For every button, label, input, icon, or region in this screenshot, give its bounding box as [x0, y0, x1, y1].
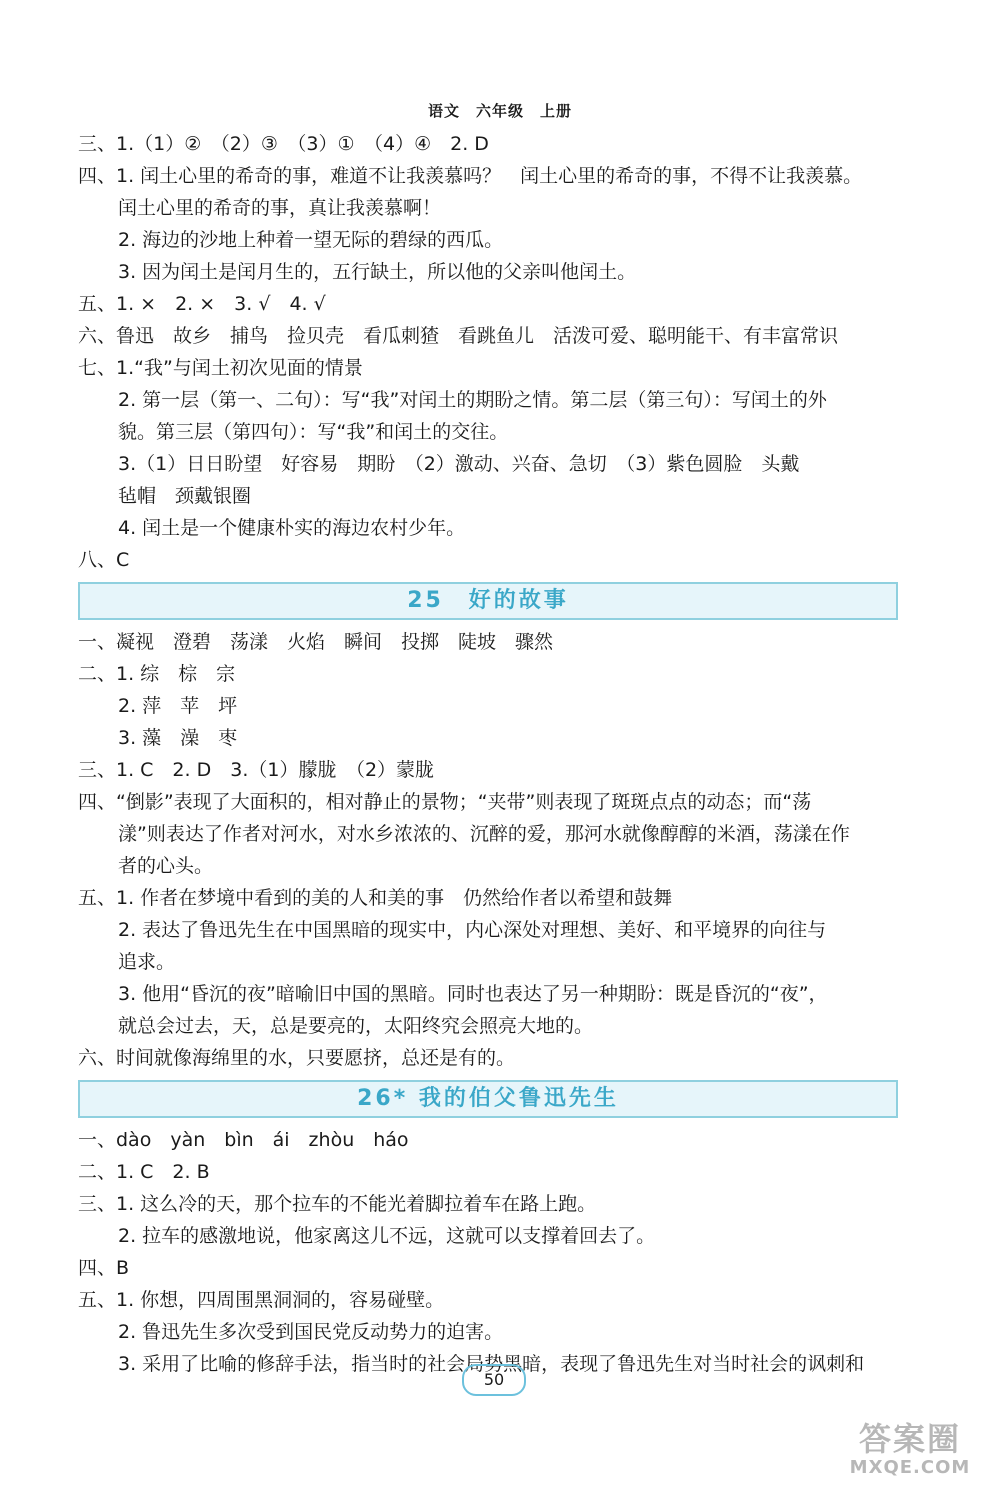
answer-line: 七、1.“我”与闰土初次见面的情景	[78, 357, 363, 379]
answer-line: 3.（1）日日盼望 好容易 期盼 （2）激动、兴奋、急切 （3）紫色圆脸 头戴	[118, 453, 800, 475]
answer-line: 闰土心里的希奇的事，真让我羡慕啊！	[118, 197, 442, 219]
page-header: 语文 六年级 上册	[427, 102, 572, 120]
section-banner-25: 25 好的故事	[78, 582, 898, 620]
answer-line: 四、B	[78, 1257, 130, 1279]
answer-line: 2. 拉车的感激地说，他家离这儿不远，这就可以支撑着回去了。	[118, 1225, 656, 1247]
answer-line: 3. 因为闰土是闰月生的，五行缺土，所以他的父亲叫他闰土。	[118, 261, 637, 283]
answer-line: 五、1. 作者在梦境中看到的美的人和美的事 仍然给作者以希望和鼓舞	[78, 887, 673, 909]
answer-line: 3. 他用“昏沉的夜”暗喻旧中国的黑暗。同时也表达了另一种期盼：既是昏沉的“夜”，	[118, 983, 828, 1005]
answer-block-26	[78, 1124, 898, 1380]
answer-line: 四、1. 闰土心里的希奇的事，难道不让我羡慕吗？ 闰土心里的希奇的事，不得不让我羡慕。	[78, 165, 863, 187]
page-number: 50	[462, 1364, 526, 1396]
answer-line: 4. 闰土是一个健康朴实的海边农村少年。	[118, 517, 466, 539]
answer-line: 二、1. 综 棕 宗	[78, 663, 236, 685]
answer-line: 就总会过去，天，总是要亮的，太阳终究会照亮大地的。	[118, 1015, 594, 1037]
answer-line: 八、C	[78, 549, 130, 571]
answer-line: 2. 表达了鲁迅先生在中国黑暗的现实中，内心深处对理想、美好、和平境界的向往与	[118, 919, 827, 941]
answer-line: 二、1. C 2. B	[78, 1161, 210, 1183]
answer-block-25	[78, 626, 898, 1074]
answer-line: 者的心头。	[118, 855, 214, 877]
answer-line: 三、1. 这么冷的天，那个拉车的不能光着脚拉着车在路上跑。	[78, 1193, 597, 1215]
answer-line: 3. 藻 澡 枣	[118, 727, 238, 749]
answer-content	[78, 128, 898, 1380]
answer-line: 3. 采用了比喻的修辞手法，指当时的社会局势黑暗，表现了鲁迅先生对当时社会的讽刺和	[118, 1353, 865, 1375]
section-banner-26: 26* 我的伯父鲁迅先生	[78, 1080, 898, 1118]
answer-line: 2. 鲁迅先生多次受到国民党反动势力的迫害。	[118, 1321, 504, 1343]
answer-line: 2. 海边的沙地上种着一望无际的碧绿的西瓜。	[118, 229, 504, 251]
answer-line: 貌。第三层（第四句）：写“我”和闰土的交往。	[118, 421, 509, 443]
answer-line: 四、“倒影”表现了大面积的，相对静止的景物；“夹带”则表现了斑斑点点的动态；而“荡	[78, 791, 812, 813]
answer-line: 三、1.（1）② （2）③ （3）① （4）④ 2. D	[78, 133, 489, 155]
answer-line: 六、鲁迅 故乡 捕鸟 捡贝壳 看瓜刺猹 看跳鱼儿 活泼可爱、聪明能干、有丰富常识	[78, 325, 839, 347]
answer-line: 三、1. C 2. D 3.（1）朦胧 （2）蒙胧	[78, 759, 435, 781]
watermark-main-text: 答案圈	[858, 1420, 961, 1458]
answer-line: 2. 萍 苹 坪	[118, 695, 238, 717]
answer-line: 漾”则表达了作者对河水，对水乡浓浓的、沉醉的爱，那河水就像醇醇的米酒，荡漾在作	[118, 823, 850, 845]
answer-line: 五、1. × 2. × 3. √ 4. √	[78, 293, 326, 315]
answer-line: 追求。	[118, 951, 176, 973]
watermark-logo	[830, 1420, 990, 1480]
answer-block-24	[78, 128, 898, 576]
answer-line: 六、时间就像海绵里的水，只要愿挤，总还是有的。	[78, 1047, 516, 1069]
answer-line: 2. 第一层（第一、二句）：写“我”对闰土的期盼之情。第二层（第三句）：写闰土的外	[118, 389, 827, 411]
answer-line: 一、dào yàn bìn ái zhòu háo	[78, 1129, 409, 1151]
answer-line: 一、凝视 澄碧 荡漾 火焰 瞬间 投掷 陡坡 骤然	[78, 631, 554, 653]
answer-line: 五、1. 你想，四周围黑洞洞的，容易碰壁。	[78, 1289, 445, 1311]
answer-line: 毡帽 颈戴银圈	[118, 485, 252, 507]
watermark-sub-text: MXQE.COM	[849, 1457, 971, 1478]
